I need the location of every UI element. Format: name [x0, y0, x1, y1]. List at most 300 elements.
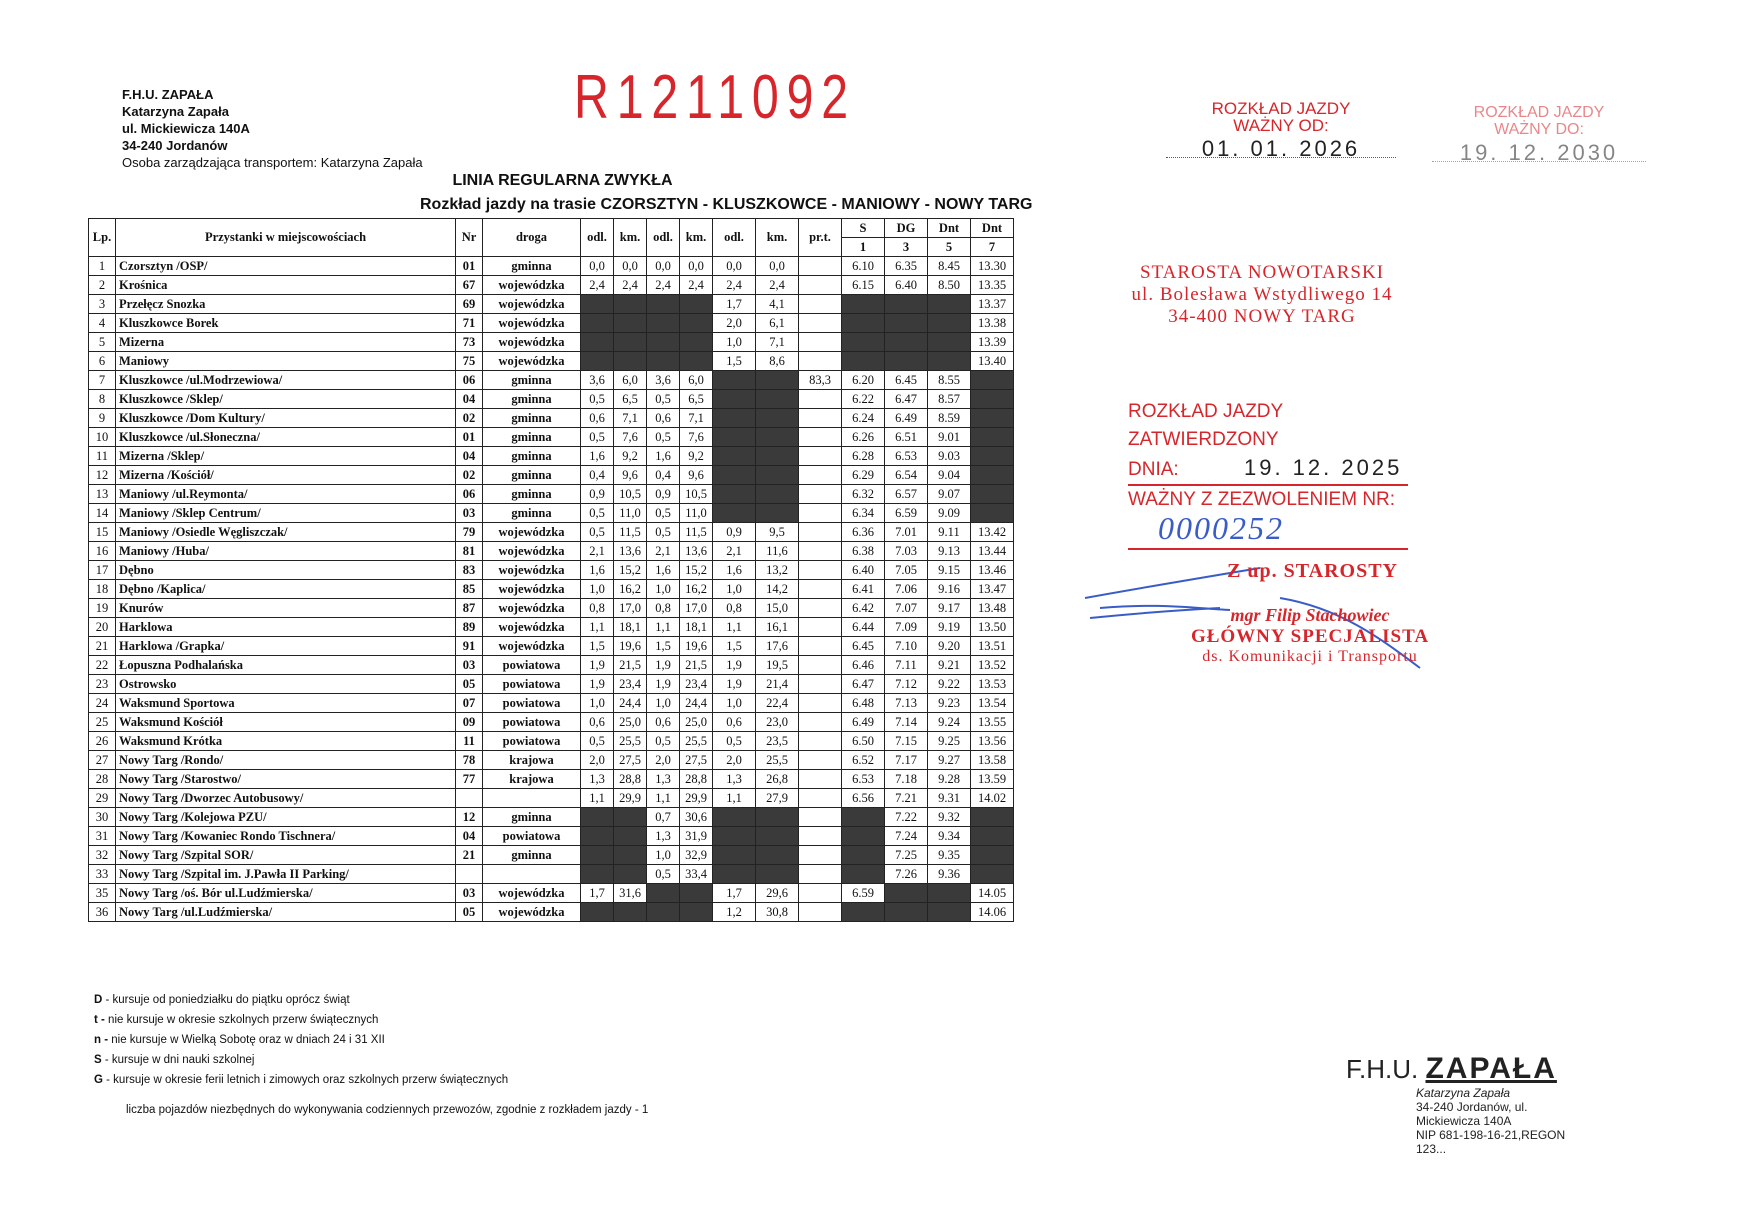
cell-prt [799, 903, 842, 922]
cell-course4: 13.53 [971, 675, 1014, 694]
cell-km1: 2,4 [614, 276, 647, 295]
cell-course4: 13.38 [971, 314, 1014, 333]
cell-nr: 03 [456, 884, 483, 903]
table-row [89, 314, 1014, 333]
cell-odl3: 2,0 [713, 314, 756, 333]
table-row [89, 390, 1014, 409]
cell-course3: 9.24 [928, 713, 971, 732]
cell-road: wojewódzka [483, 523, 581, 542]
table-row [89, 276, 1014, 295]
company-stamp-address: 34-240 Jordanów, ul. Mickiewicza 140A [1416, 1100, 1528, 1128]
cell-odl1: 1,9 [581, 656, 614, 675]
cell-lp: 9 [89, 409, 116, 428]
authorization-stamp [1180, 560, 1440, 666]
cell-odl2 [647, 352, 680, 371]
cell-course3: 8.55 [928, 371, 971, 390]
cell-odl3: 1,1 [713, 618, 756, 637]
cell-stop: Dębno [116, 561, 456, 580]
cell-lp: 1 [89, 257, 116, 276]
cell-road: krajowa [483, 751, 581, 770]
cell-km3: 11,6 [756, 542, 799, 561]
cell-course1: 6.59 [842, 884, 885, 903]
cell-km3: 17,6 [756, 637, 799, 656]
cell-lp: 13 [89, 485, 116, 504]
cell-odl1: 0,9 [581, 485, 614, 504]
cell-course3: 9.31 [928, 789, 971, 808]
cell-course3: 9.32 [928, 808, 971, 827]
cell-odl3: 1,9 [713, 675, 756, 694]
cell-course4 [971, 447, 1014, 466]
cell-odl3: 2,4 [713, 276, 756, 295]
cell-nr [456, 789, 483, 808]
cell-prt [799, 466, 842, 485]
cell-odl2: 0,7 [647, 808, 680, 827]
cell-odl1: 1,6 [581, 561, 614, 580]
cell-odl2: 1,1 [647, 618, 680, 637]
cell-course3: 9.13 [928, 542, 971, 561]
table-row [89, 884, 1014, 903]
cell-nr: 83 [456, 561, 483, 580]
cell-odl3: 1,9 [713, 656, 756, 675]
table-row [89, 352, 1014, 371]
cell-odl3: 0,6 [713, 713, 756, 732]
cell-km1: 15,2 [614, 561, 647, 580]
cell-road: gminna [483, 390, 581, 409]
header-course-4-no: 7 [971, 238, 1014, 257]
cell-km2: 27,5 [680, 751, 713, 770]
cell-odl1: 0,6 [581, 409, 614, 428]
cell-course1 [842, 865, 885, 884]
cell-prt [799, 637, 842, 656]
cell-odl2: 1,0 [647, 580, 680, 599]
cell-km1: 9,6 [614, 466, 647, 485]
header-odl-1: odl. [581, 219, 614, 257]
cell-km3: 21,4 [756, 675, 799, 694]
cell-course3: 9.09 [928, 504, 971, 523]
cell-course1: 6.45 [842, 637, 885, 656]
cell-km3: 22,4 [756, 694, 799, 713]
cell-km3: 27,9 [756, 789, 799, 808]
cell-lp: 4 [89, 314, 116, 333]
cell-odl3: 1,0 [713, 580, 756, 599]
cell-lp: 12 [89, 466, 116, 485]
cell-course4 [971, 409, 1014, 428]
valid-from-date: 01. 01. 2026 [1166, 140, 1396, 158]
cell-km1 [614, 295, 647, 314]
cell-nr: 71 [456, 314, 483, 333]
cell-nr: 02 [456, 409, 483, 428]
cell-stop: Mizerna /Sklep/ [116, 447, 456, 466]
cell-odl1: 0,5 [581, 504, 614, 523]
cell-stop: Mizerna /Kościół/ [116, 466, 456, 485]
cell-odl2: 2,0 [647, 751, 680, 770]
cell-road: wojewódzka [483, 276, 581, 295]
line-title: LINIA REGULARNA ZWYKŁA [452, 172, 673, 189]
cell-course3: 8.57 [928, 390, 971, 409]
cell-odl3: 2,0 [713, 751, 756, 770]
cell-course4: 13.52 [971, 656, 1014, 675]
cell-course3: 9.20 [928, 637, 971, 656]
cell-road: wojewódzka [483, 903, 581, 922]
cell-course3 [928, 333, 971, 352]
cell-course1 [842, 295, 885, 314]
cell-prt [799, 618, 842, 637]
cell-km1: 27,5 [614, 751, 647, 770]
cell-road: gminna [483, 808, 581, 827]
cell-stop: Ostrowsko [116, 675, 456, 694]
cell-lp: 10 [89, 428, 116, 447]
cell-prt [799, 314, 842, 333]
header-km-2: km. [680, 219, 713, 257]
cell-odl1: 1,0 [581, 580, 614, 599]
cell-km1: 9,2 [614, 447, 647, 466]
cell-course1: 6.47 [842, 675, 885, 694]
cell-course3: 9.07 [928, 485, 971, 504]
cell-odl3 [713, 409, 756, 428]
cell-course1 [842, 333, 885, 352]
cell-course4 [971, 390, 1014, 409]
table-row [89, 371, 1014, 390]
cell-road [483, 789, 581, 808]
cell-odl3 [713, 865, 756, 884]
permit-row [1128, 510, 1408, 550]
cell-course4: 13.46 [971, 561, 1014, 580]
cell-course4 [971, 504, 1014, 523]
cell-prt [799, 865, 842, 884]
cell-km1 [614, 808, 647, 827]
approval-label: ROZKŁAD JAZDY ZATWIERDZONY [1128, 401, 1283, 450]
cell-odl2: 1,1 [647, 789, 680, 808]
cell-nr: 01 [456, 428, 483, 447]
cell-odl2: 1,6 [647, 561, 680, 580]
cell-road: krajowa [483, 770, 581, 789]
cell-course1: 6.24 [842, 409, 885, 428]
cell-km2: 10,5 [680, 485, 713, 504]
cell-nr: 21 [456, 846, 483, 865]
cell-odl1: 2,1 [581, 542, 614, 561]
cell-stop: Harklowa /Grapka/ [116, 637, 456, 656]
cell-course4: 14.06 [971, 903, 1014, 922]
cell-km3: 0,0 [756, 257, 799, 276]
cell-odl2: 0,5 [647, 865, 680, 884]
table-row [89, 428, 1014, 447]
cell-course4: 13.51 [971, 637, 1014, 656]
cell-lp: 8 [89, 390, 116, 409]
cell-nr: 05 [456, 675, 483, 694]
cell-odl1: 0,4 [581, 466, 614, 485]
cell-course3 [928, 295, 971, 314]
cell-prt [799, 352, 842, 371]
cell-odl2: 0,0 [647, 257, 680, 276]
cell-stop: Mizerna [116, 333, 456, 352]
cell-odl2 [647, 903, 680, 922]
cell-km2: 33,4 [680, 865, 713, 884]
cell-odl3: 1,0 [713, 694, 756, 713]
cell-km1: 10,5 [614, 485, 647, 504]
header-course-2-no: 3 [885, 238, 928, 257]
cell-course4: 13.54 [971, 694, 1014, 713]
cell-km3: 6,1 [756, 314, 799, 333]
header-course-4: Dnt [971, 219, 1014, 238]
cell-lp: 15 [89, 523, 116, 542]
cell-odl3: 1,7 [713, 295, 756, 314]
table-row [89, 675, 1014, 694]
cell-course3: 9.25 [928, 732, 971, 751]
header-nr: Nr [456, 219, 483, 257]
cell-odl1: 1,7 [581, 884, 614, 903]
cell-km1: 13,6 [614, 542, 647, 561]
cell-prt [799, 295, 842, 314]
cell-odl2: 1,0 [647, 694, 680, 713]
cell-km3 [756, 390, 799, 409]
cell-course2: 6.53 [885, 447, 928, 466]
starosta-title: STAROSTA NOWOTARSKI [1139, 262, 1385, 283]
cell-km1: 16,2 [614, 580, 647, 599]
cell-odl2: 0,4 [647, 466, 680, 485]
cell-km1: 11,5 [614, 523, 647, 542]
cell-km3: 8,6 [756, 352, 799, 371]
cell-lp: 7 [89, 371, 116, 390]
cell-nr: 07 [456, 694, 483, 713]
cell-stop: Maniowy [116, 352, 456, 371]
table-row [89, 542, 1014, 561]
cell-course2 [885, 884, 928, 903]
cell-prt [799, 485, 842, 504]
cell-road: gminna [483, 447, 581, 466]
starosta-city: 34-400 NOWY TARG [1168, 306, 1356, 327]
cell-course1: 6.15 [842, 276, 885, 295]
cell-stop: Kluszkowce /Dom Kultury/ [116, 409, 456, 428]
cell-stop: Nowy Targ /Rondo/ [116, 751, 456, 770]
company-name: F.H.U. ZAPAŁA [122, 87, 214, 102]
cell-odl1: 0,0 [581, 257, 614, 276]
cell-odl2: 0,9 [647, 485, 680, 504]
cell-odl1: 1,3 [581, 770, 614, 789]
cell-odl1: 1,1 [581, 618, 614, 637]
cell-km3: 15,0 [756, 599, 799, 618]
cell-course3 [928, 352, 971, 371]
cell-lp: 35 [89, 884, 116, 903]
company-stamp-nip: NIP 681-198-16-21,REGON 123... [1416, 1128, 1566, 1156]
table-row [89, 257, 1014, 276]
cell-road: wojewódzka [483, 314, 581, 333]
cell-odl1: 0,6 [581, 713, 614, 732]
cell-odl2: 2,4 [647, 276, 680, 295]
cell-km3 [756, 865, 799, 884]
company-city: 34-240 Jordanów [122, 138, 228, 153]
cell-course2: 6.45 [885, 371, 928, 390]
cell-lp: 22 [89, 656, 116, 675]
cell-course3: 9.01 [928, 428, 971, 447]
table-row [89, 732, 1014, 751]
cell-odl3 [713, 447, 756, 466]
cell-km2: 29,9 [680, 789, 713, 808]
cell-course1: 6.34 [842, 504, 885, 523]
cell-prt [799, 656, 842, 675]
cell-stop: Kluszkowce /ul.Modrzewiowa/ [116, 371, 456, 390]
cell-odl1 [581, 903, 614, 922]
table-row [89, 808, 1014, 827]
table-row [89, 599, 1014, 618]
cell-course4: 14.02 [971, 789, 1014, 808]
table-row [89, 751, 1014, 770]
cell-course4: 13.44 [971, 542, 1014, 561]
cell-odl2: 0,5 [647, 732, 680, 751]
vehicles-note: liczba pojazdów niezbędnych do wykonywania codziennych przewozów, zgodnie z rozkładem jazdy - 1 [126, 1104, 649, 1116]
cell-road [483, 865, 581, 884]
cell-course1 [842, 352, 885, 371]
cell-course3: 9.34 [928, 827, 971, 846]
cell-km1: 29,9 [614, 789, 647, 808]
cell-prt [799, 276, 842, 295]
header-course-3-no: 5 [928, 238, 971, 257]
cell-odl1 [581, 352, 614, 371]
cell-odl3: 1,5 [713, 637, 756, 656]
cell-course1: 6.29 [842, 466, 885, 485]
cell-km1 [614, 333, 647, 352]
cell-course3: 9.17 [928, 599, 971, 618]
header-course-1-no: 1 [842, 238, 885, 257]
table-row [89, 903, 1014, 922]
cell-km3 [756, 371, 799, 390]
cell-prt [799, 428, 842, 447]
cell-course3: 9.28 [928, 770, 971, 789]
company-stamp-owner: Katarzyna Zapała [1416, 1086, 1511, 1100]
cell-km2: 9,2 [680, 447, 713, 466]
cell-lp: 2 [89, 276, 116, 295]
cell-odl2 [647, 333, 680, 352]
cell-odl3 [713, 485, 756, 504]
cell-km1: 23,4 [614, 675, 647, 694]
cell-lp: 29 [89, 789, 116, 808]
cell-course2: 7.24 [885, 827, 928, 846]
table-row [89, 333, 1014, 352]
cell-km2: 15,2 [680, 561, 713, 580]
cell-course1: 6.50 [842, 732, 885, 751]
cell-nr: 02 [456, 466, 483, 485]
cell-stop: Dębno /Kaplica/ [116, 580, 456, 599]
starosta-stamp [1112, 262, 1412, 328]
cell-course2: 6.49 [885, 409, 928, 428]
cell-km1: 17,0 [614, 599, 647, 618]
cell-lp: 36 [89, 903, 116, 922]
cell-road: wojewódzka [483, 542, 581, 561]
cell-nr: 81 [456, 542, 483, 561]
cell-km3 [756, 808, 799, 827]
cell-stop: Krośnica [116, 276, 456, 295]
cell-stop: Knurów [116, 599, 456, 618]
header-km-3: km. [756, 219, 799, 257]
cell-km3: 14,2 [756, 580, 799, 599]
cell-odl1 [581, 827, 614, 846]
cell-lp: 16 [89, 542, 116, 561]
cell-course2: 7.22 [885, 808, 928, 827]
cell-km2: 18,1 [680, 618, 713, 637]
cell-lp: 18 [89, 580, 116, 599]
cell-km2: 11,5 [680, 523, 713, 542]
cell-km3: 23,0 [756, 713, 799, 732]
cell-odl1 [581, 295, 614, 314]
cell-km1 [614, 352, 647, 371]
cell-road: wojewódzka [483, 333, 581, 352]
cell-odl1: 0,5 [581, 732, 614, 751]
approval-stamp [1128, 398, 1408, 550]
cell-km2 [680, 352, 713, 371]
cell-km2 [680, 903, 713, 922]
cell-road: powiatowa [483, 656, 581, 675]
cell-course1: 6.32 [842, 485, 885, 504]
cell-course4: 13.48 [971, 599, 1014, 618]
cell-road: gminna [483, 485, 581, 504]
table-row [89, 770, 1014, 789]
cell-odl2: 3,6 [647, 371, 680, 390]
cell-course3 [928, 314, 971, 333]
cell-odl3 [713, 846, 756, 865]
cell-course2: 7.10 [885, 637, 928, 656]
cell-lp: 24 [89, 694, 116, 713]
company-street: ul. Mickiewicza 140A [122, 121, 250, 136]
cell-course1: 6.28 [842, 447, 885, 466]
cell-course3: 8.59 [928, 409, 971, 428]
official-title: GŁÓWNY SPECJALISTA [1190, 626, 1430, 647]
cell-course2: 7.06 [885, 580, 928, 599]
cell-stop: Waksmund Kościół [116, 713, 456, 732]
cell-nr: 04 [456, 390, 483, 409]
cell-odl1 [581, 846, 614, 865]
cell-course4: 13.59 [971, 770, 1014, 789]
cell-course4 [971, 827, 1014, 846]
cell-km1: 6,0 [614, 371, 647, 390]
cell-course1: 6.36 [842, 523, 885, 542]
cell-course2: 6.47 [885, 390, 928, 409]
cell-stop: Kluszkowce Borek [116, 314, 456, 333]
cell-stop: Maniowy /Huba/ [116, 542, 456, 561]
valid-to-label-2: WAŻNY DO: [1494, 121, 1584, 138]
cell-km3: 29,6 [756, 884, 799, 903]
cell-prt [799, 333, 842, 352]
cell-nr: 11 [456, 732, 483, 751]
cell-odl1: 2,0 [581, 751, 614, 770]
header-lp: Lp. [89, 219, 116, 257]
cell-course1: 6.10 [842, 257, 885, 276]
cell-course3: 9.36 [928, 865, 971, 884]
cell-course2: 7.25 [885, 846, 928, 865]
cell-odl3: 1,7 [713, 884, 756, 903]
cell-km1: 25,0 [614, 713, 647, 732]
cell-course4: 13.55 [971, 713, 1014, 732]
table-row [89, 865, 1014, 884]
table-row [89, 846, 1014, 865]
cell-stop: Łopuszna Podhalańska [116, 656, 456, 675]
cell-road: powiatowa [483, 694, 581, 713]
cell-course2 [885, 903, 928, 922]
cell-nr: 78 [456, 751, 483, 770]
cell-odl1: 0,8 [581, 599, 614, 618]
cell-odl2 [647, 884, 680, 903]
cell-km1 [614, 827, 647, 846]
cell-course1: 6.56 [842, 789, 885, 808]
cell-km1: 24,4 [614, 694, 647, 713]
starosta-street: ul. Bolesława Wstydliwego 14 [1131, 284, 1393, 305]
valid-to-stamp [1432, 104, 1646, 165]
cell-nr: 67 [456, 276, 483, 295]
cell-prt [799, 599, 842, 618]
cell-odl1 [581, 808, 614, 827]
cell-course4: 13.30 [971, 257, 1014, 276]
cell-km3: 25,5 [756, 751, 799, 770]
cell-prt [799, 523, 842, 542]
official-name: mgr Filip Stachowiec [1230, 605, 1390, 625]
